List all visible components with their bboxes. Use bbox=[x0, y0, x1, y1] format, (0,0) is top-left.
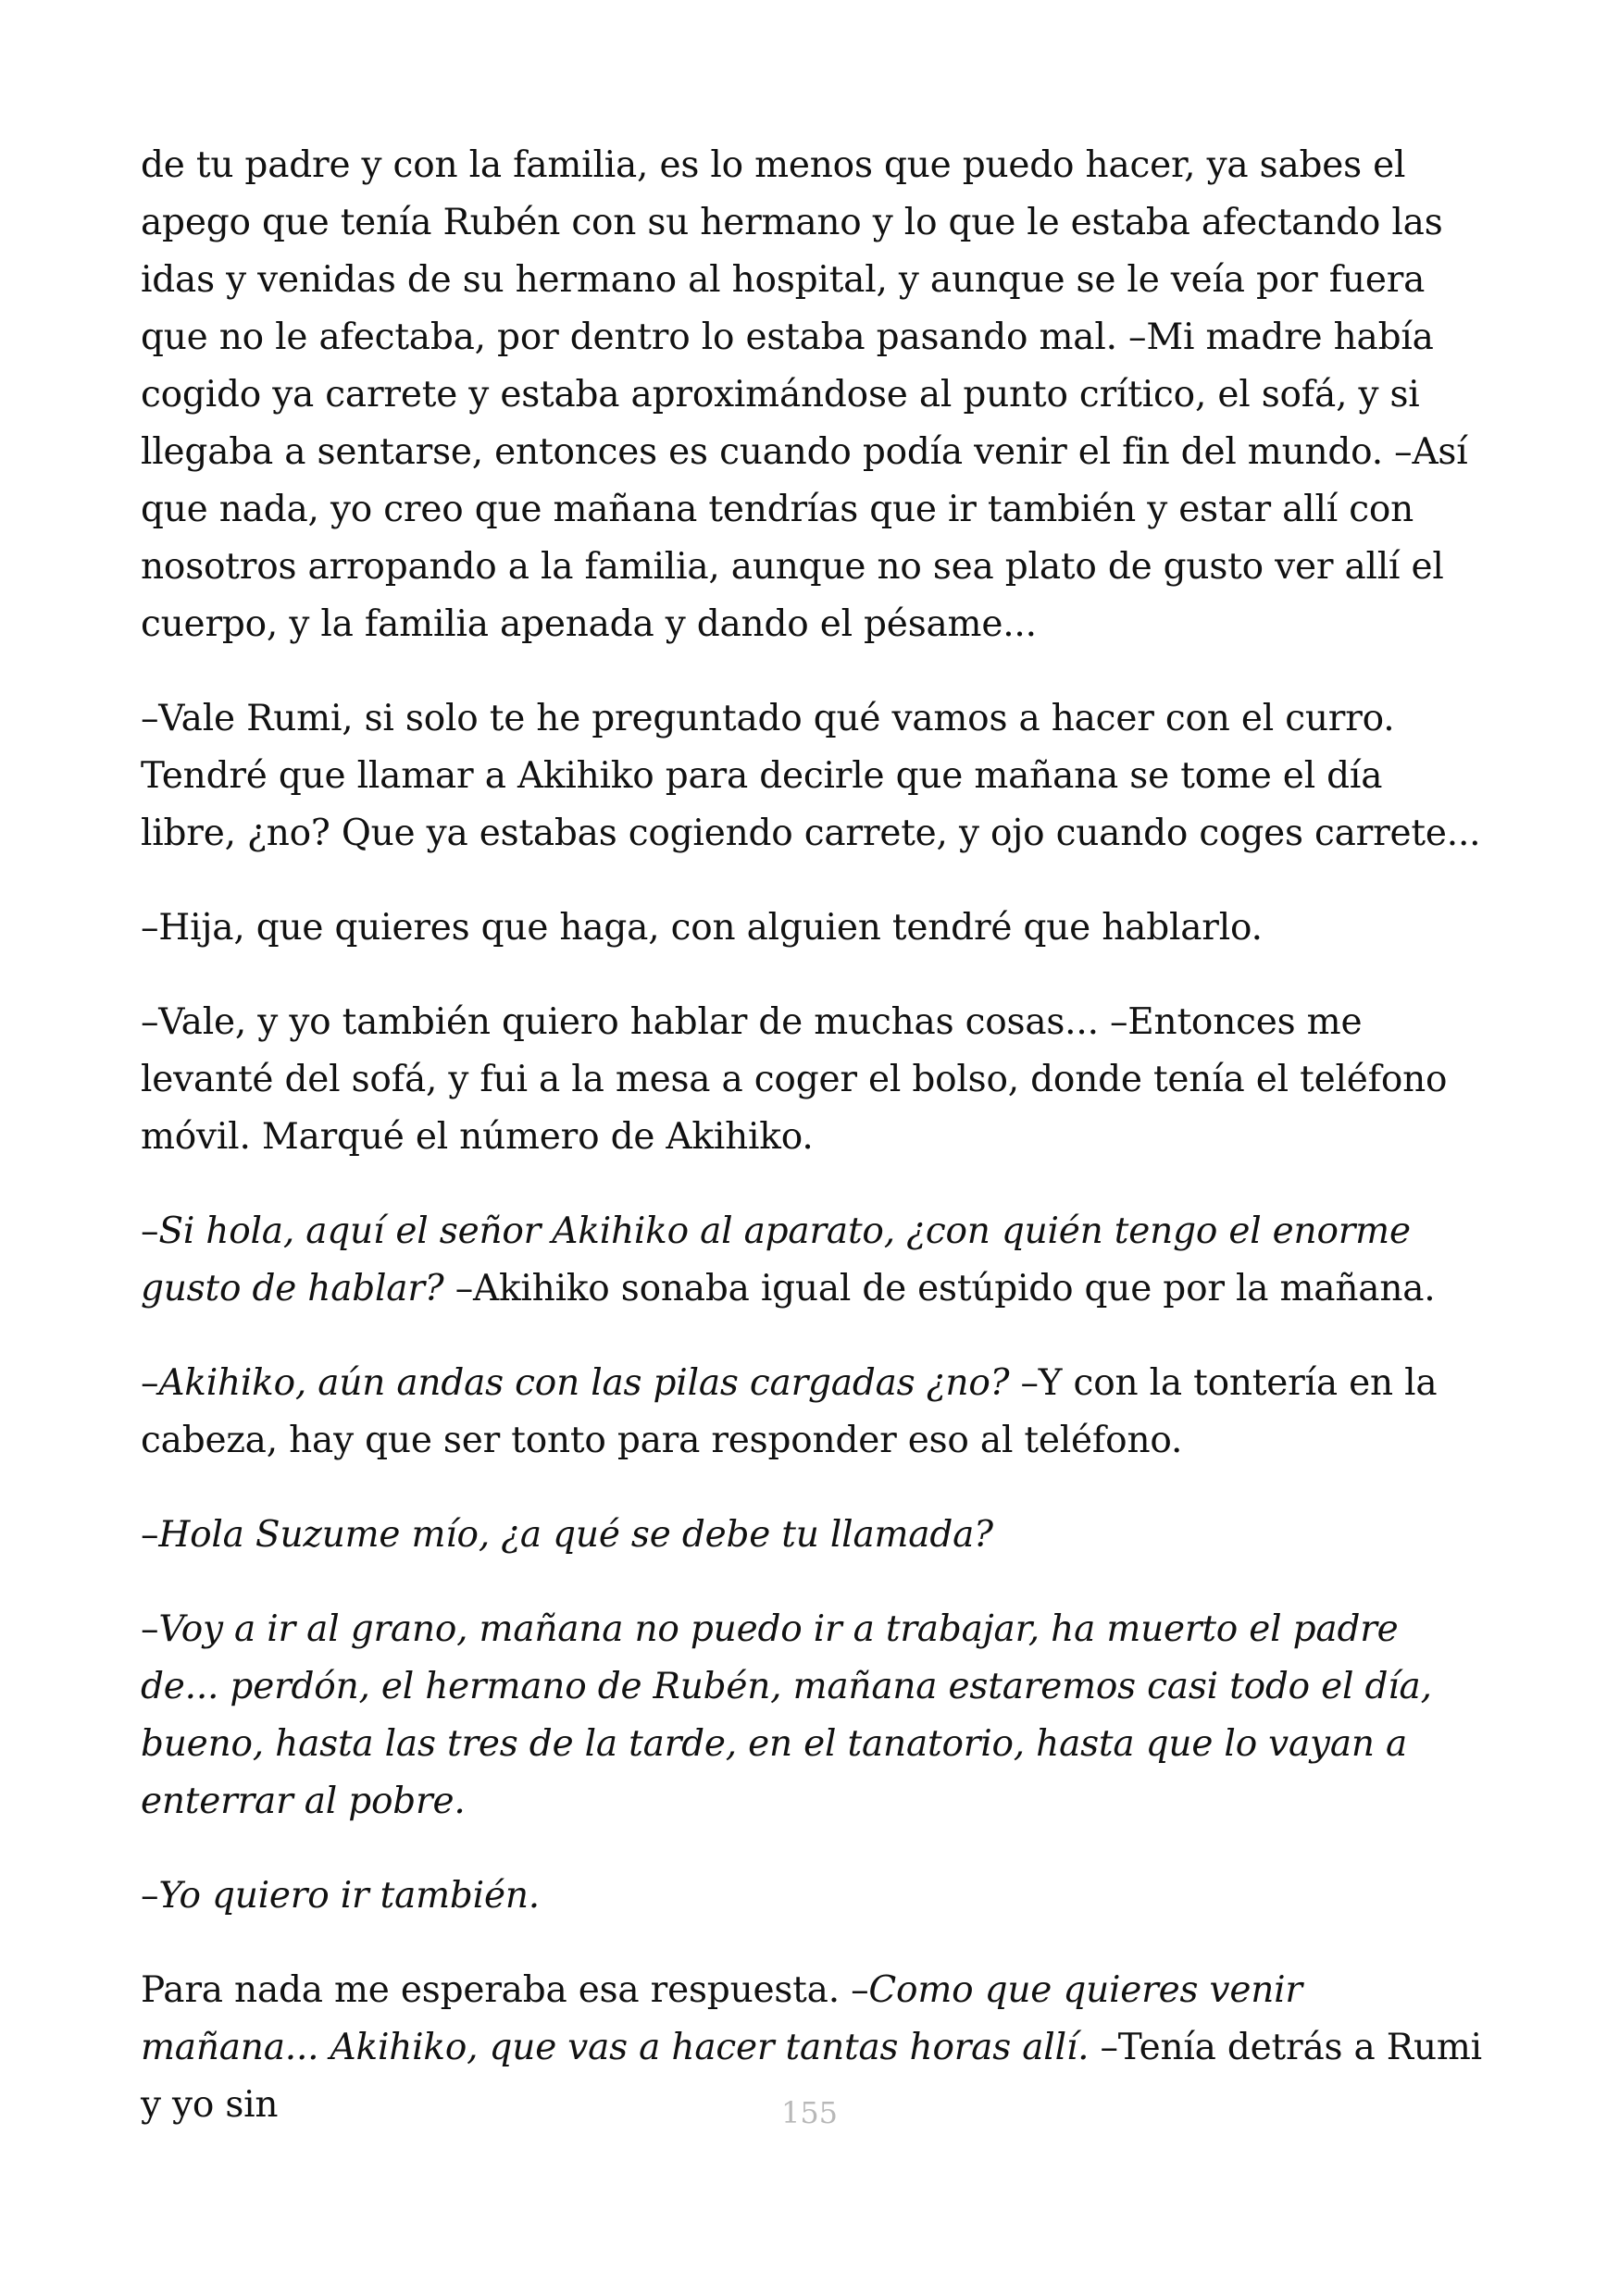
text-segment: –Akihiko sonaba igual de estúpido que por la mañana. bbox=[443, 1268, 1436, 1309]
italic-text: Akihiko, aún andas con las pilas cargadas ¿no? bbox=[158, 1362, 1010, 1404]
italic-text: Como que quieres venir mañana... Akihiko, que vas a hacer tantas horas allí. bbox=[141, 1969, 1302, 2068]
italic-text: Hola Suzume mío, ¿a qué se debe tu llamada? bbox=[158, 1514, 993, 1556]
text-segment: –Tenía detrás a Rumi y yo sin bbox=[141, 2027, 1482, 2126]
paragraph bbox=[141, 994, 1483, 1166]
paragraph bbox=[141, 1507, 1483, 1564]
paragraph bbox=[141, 1203, 1483, 1318]
text-segment: de tu padre y con la familia, es lo menos que puedo hacer, ya sabes el apego que tenía Rubén con su hermano y lo que le estaba afectando las idas y venidas de su hermano al hospital, y aunque se le veía por fuera que no le afectaba, por dentro lo estaba pasando mal. –Mi madre había cogido ya carrete y estaba aproximándose al punto crítico, el sofá, y si llegaba a sentarse, entonces es cuando podía venir el fin del mundo. –Así que nada, yo creo que mañana tendrías que ir también y estar allí con nosotros arropando a la familia, aunque no sea plato de gusto ver allí el cuerpo, y la familia apenada y dando el pésame... bbox=[141, 144, 1468, 645]
paragraph bbox=[141, 137, 1483, 653]
paragraph bbox=[141, 690, 1483, 863]
paragraph bbox=[141, 1868, 1483, 1925]
text-segment: – bbox=[141, 1608, 159, 1650]
text-segment: –Hija, que quieres que haga, con alguien tendré que hablarlo. bbox=[141, 907, 1263, 949]
text-segment: – bbox=[141, 1514, 159, 1556]
italic-text: Si hola, aquí el señor Akihiko al aparato, ¿con quién tengo el enorme gusto de hablar? bbox=[141, 1210, 1411, 1309]
italic-text: Yo quiero ir también. bbox=[158, 1875, 540, 1917]
italic-text: Voy a ir al grano, mañana no puedo ir a trabajar, ha muerto el padre de... perdón, el hermano de Rubén, mañana estaremos casi todo el día, bueno, hasta las tres de la tarde, en el tanatorio, hasta que lo vayan a enterrar al pobre. bbox=[141, 1608, 1432, 1822]
text-segment: –Y con la tontería en la cabeza, hay que ser tonto para responder eso al teléfono. bbox=[141, 1362, 1438, 1461]
text-segment: – bbox=[141, 1210, 159, 1252]
page-body bbox=[141, 137, 1483, 2171]
text-segment: –Vale Rumi, si solo te he preguntado qué vamos a hacer con el curro. Tendré que llamar a Akihiko para decirle que mañana se tome el día libre, ¿no? Que ya estabas cogiendo carrete, y ojo cuando coges carrete... bbox=[141, 698, 1481, 854]
text-segment: – bbox=[141, 1362, 159, 1404]
page-number: 155 bbox=[780, 2095, 839, 2130]
paragraph bbox=[141, 900, 1483, 957]
paragraph bbox=[141, 1601, 1483, 1831]
text-segment: –Vale, y yo también quiero hablar de muchas cosas... –Entonces me levanté del sofá, y fui a la mesa a coger el bolso, donde tenía el teléfono móvil. Marqué el número de Akihiko. bbox=[141, 1001, 1448, 1158]
paragraph bbox=[141, 1355, 1483, 1470]
text-segment: Para nada me esperaba esa respuesta. – bbox=[141, 1969, 869, 2011]
text-segment: – bbox=[141, 1875, 159, 1917]
